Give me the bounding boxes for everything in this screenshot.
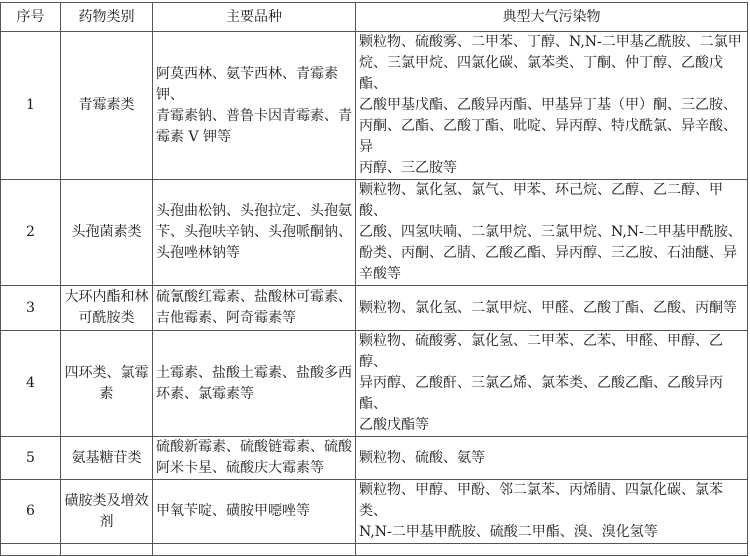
row-pollutants: 颗粒物、氯化氢、二氯甲烷、甲醛、乙酸丁酯、乙酸、丙酮等	[356, 286, 748, 331]
table-row	[1, 480, 748, 544]
row-category: 四环类、氯霉 素	[61, 331, 153, 437]
table-row	[1, 32, 748, 180]
row-category: 头孢菌素类	[61, 180, 153, 286]
table-row	[1, 180, 748, 286]
row-index	[1, 544, 61, 556]
row-category: 大环内酯和林 可酰胺类	[61, 286, 153, 331]
row-index: 3	[1, 286, 61, 331]
table-row	[1, 437, 748, 480]
row-index: 5	[1, 437, 61, 480]
row-pollutants: 颗粒物、硫酸雾、二甲苯、丁醇、N,N-二甲基乙酰胺、二氯甲 烷、三氯甲烷、四氯化碳、氯苯类、丁酮、仲丁醇、乙酸戊酯、 乙酸甲基戊酯、乙酸异丙酯、甲基异丁基（甲）酮、三乙胺、 丙酮、乙酯、乙酸丁酯、吡啶、异丙醇、特戊酰氯、异辛酸、异 丙醇、三乙胺等	[356, 32, 748, 180]
header-index: 序号	[1, 3, 61, 32]
row-products: 土霉素、盐酸土霉素、盐酸多西 环素、氯霉素等	[153, 331, 356, 437]
row-pollutants: 颗粒物、氯化氢、氯气、甲苯、环己烷、乙醇、乙二醇、甲酸、 乙酸、四氢呋喃、二氯甲烷、三氯甲烷、N,N-二甲基甲酰胺、 酚类、丙酮、乙腈、乙酸乙酯、异丙醇、三乙胺、石油醚、异 辛酸等	[356, 180, 748, 286]
row-products: 硫氰酸红霉素、盐酸林可霉素、 吉他霉素、阿奇霉素等	[153, 286, 356, 331]
table-row	[1, 544, 748, 556]
row-products: 头孢曲松钠、头孢拉定、头孢氨 苄、头孢呋辛钠、头孢哌酮钠、 头孢唑林钠等	[153, 180, 356, 286]
row-category: 氨基糖苷类	[61, 437, 153, 480]
row-products	[153, 544, 356, 556]
row-index: 4	[1, 331, 61, 437]
row-pollutants	[356, 544, 748, 556]
row-products: 阿莫西林、氨苄西林、青霉素钾、 青霉素钠、普鲁卡因青霉素、青 霉素 V 钾等	[153, 32, 356, 180]
table-row	[1, 331, 748, 437]
row-category	[61, 544, 153, 556]
table-row	[1, 286, 748, 331]
row-products: 甲氧苄啶、磺胺甲噁唑等	[153, 480, 356, 544]
row-pollutants: 颗粒物、硫酸雾、氯化氢、二甲苯、乙苯、甲醛、甲醇、乙醇、 异丙醇、乙酸酐、三氯乙烯、氯苯类、乙酸乙酯、乙酸异丙酯、 乙酸戊酯等	[356, 331, 748, 437]
row-index: 1	[1, 32, 61, 180]
header-pollutants: 典型大气污染物	[356, 3, 748, 32]
row-pollutants: 颗粒物、甲醇、甲酚、邻二氯苯、丙烯腈、四氯化碳、氯苯类、 N,N-二甲基甲酰胺、硫酸二甲酯、溴、溴化氢等	[356, 480, 748, 544]
row-products: 硫酸新霉素、硫酸链霉素、硫酸 阿米卡星、硫酸庆大霉素等	[153, 437, 356, 480]
row-category: 磺胺类及增效 剂	[61, 480, 153, 544]
antibiotics-pollutants-table	[0, 2, 748, 556]
header-category: 药物类别	[61, 3, 153, 32]
header-row	[1, 3, 748, 32]
row-index: 2	[1, 180, 61, 286]
header-products: 主要品种	[153, 3, 356, 32]
row-category: 青霉素类	[61, 32, 153, 180]
row-pollutants: 颗粒物、硫酸、氨等	[356, 437, 748, 480]
row-index: 6	[1, 480, 61, 544]
